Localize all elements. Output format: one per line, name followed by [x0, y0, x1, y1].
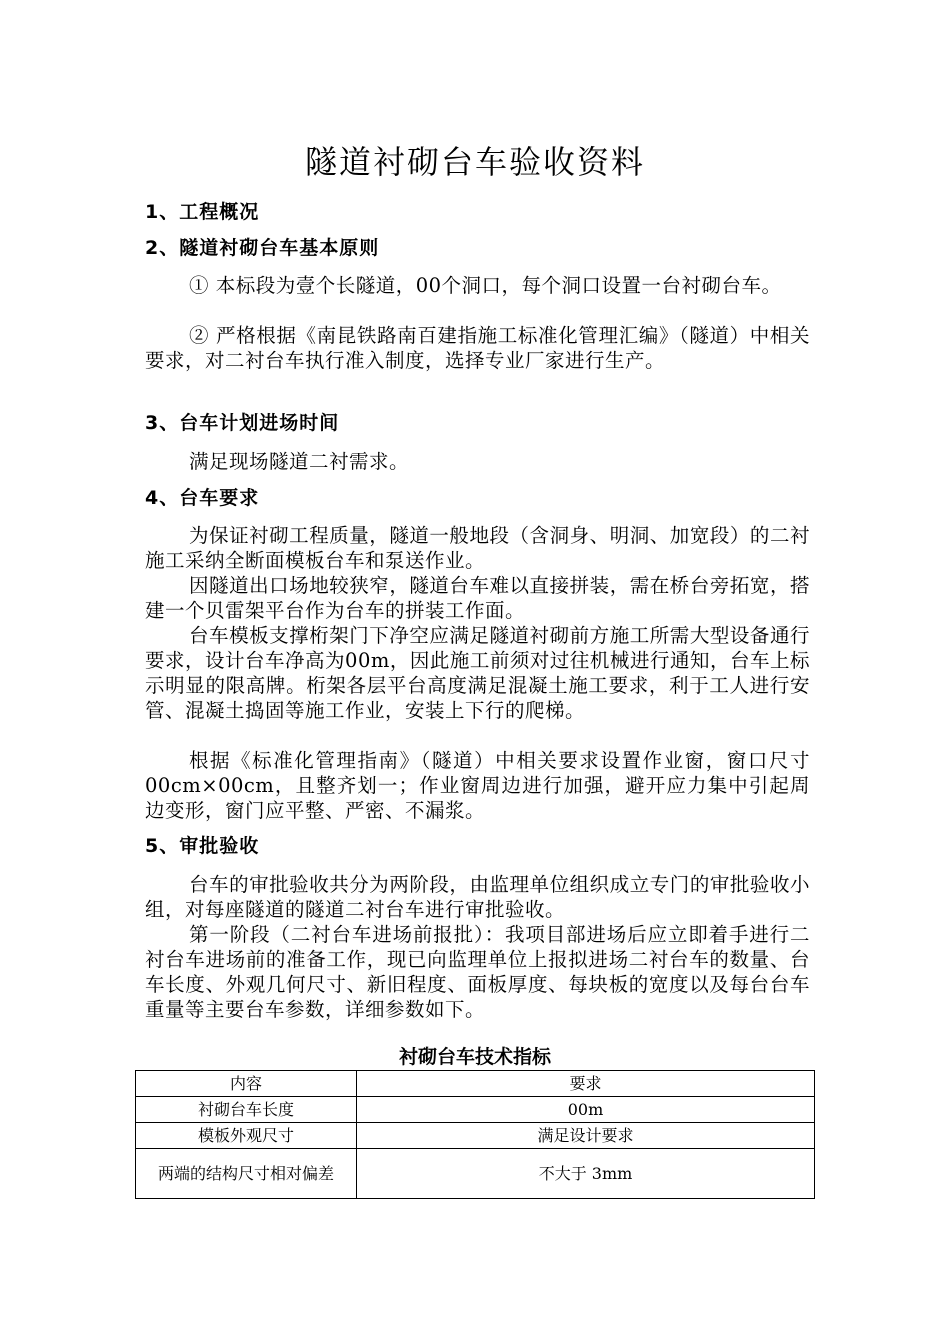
table-cell: 不大于 3mm	[357, 1149, 815, 1199]
paragraph: 为保证衬砌工程质量，隧道一般地段（含洞身、明洞、加宽段）的二衬施工采纳全断面模板台车和泵送作业。	[145, 524, 810, 572]
paragraph: ② 严格根据《南昆铁路南百建指施工标准化管理汇编》（隧道）中相关要求，对二衬台车执行准入制度，选择专业厂家进行生产。	[145, 324, 810, 372]
table-cell: 衬砌台车长度	[136, 1097, 357, 1123]
table-row	[136, 1123, 815, 1149]
table-header-row	[136, 1071, 815, 1097]
paragraph: 因隧道出口场地较狭窄，隧道台车难以直接拼装，需在桥台旁拓宽，搭建一个贝雷架平台作为台车的拼装工作面。	[145, 574, 810, 622]
table-cell: 00m	[357, 1097, 815, 1123]
table-cell: 两端的结构尺寸相对偏差	[136, 1149, 357, 1199]
table-cell: 满足设计要求	[357, 1123, 815, 1149]
paragraph: 台车的审批验收共分为两阶段，由监理单位组织成立专门的审批验收小组，对每座隧道的隧道二衬台车进行审批验收。	[145, 873, 810, 921]
header-cell: 要求	[357, 1071, 815, 1097]
table-row	[136, 1097, 815, 1123]
paragraph: 台车模板支撑桁架门下净空应满足隧道衬砌前方施工所需大型设备通行要求，设计台车净高为00m，因此施工前须对过往机械进行通知，台车上标示明显的限高牌。桁架各层平台高度满足混凝土施工要求，利于工人进行安管、混凝土捣固等施工作业，安装上下行的爬梯。	[145, 624, 810, 722]
document-title: 隧道衬砌台车验收资料	[304, 143, 645, 181]
section-heading-overview: 1、工程概况	[145, 201, 260, 223]
header-cell: 内容	[136, 1071, 357, 1097]
paragraph: 满足现场隧道二衬需求。	[189, 450, 410, 473]
section-heading-principles: 2、隧道衬砌台车基本原则	[145, 237, 380, 259]
paragraph: ① 本标段为壹个长隧道，00个洞口，每个洞口设置一台衬砌台车。	[189, 274, 782, 297]
section-heading-approval: 5、审批验收	[145, 835, 260, 857]
section-heading-schedule: 3、台车计划进场时间	[145, 412, 340, 434]
table-row	[136, 1149, 815, 1199]
paragraph: 根据《标准化管理指南》（隧道）中相关要求设置作业窗，窗口尺寸00cm×00cm，且整齐划一；作业窗周边进行加强，避开应力集中引起周边变形，窗门应平整、严密、不漏浆。	[145, 749, 810, 822]
table-cell: 模板外观尺寸	[136, 1123, 357, 1149]
section-heading-requirements: 4、台车要求	[145, 487, 260, 509]
paragraph: 第一阶段（二衬台车进场前报批）：我项目部进场后应立即着手进行二衬台车进场前的准备工作，现已向监理单位上报拟进场二衬台车的数量、台车长度、外观几何尺寸、新旧程度、面板厚度、每块板的宽度以及每台台车重量等主要台车参数，详细参数如下。	[145, 923, 810, 1021]
table-title: 衬砌台车技术指标	[398, 1046, 551, 1068]
spec-table	[135, 1070, 815, 1199]
